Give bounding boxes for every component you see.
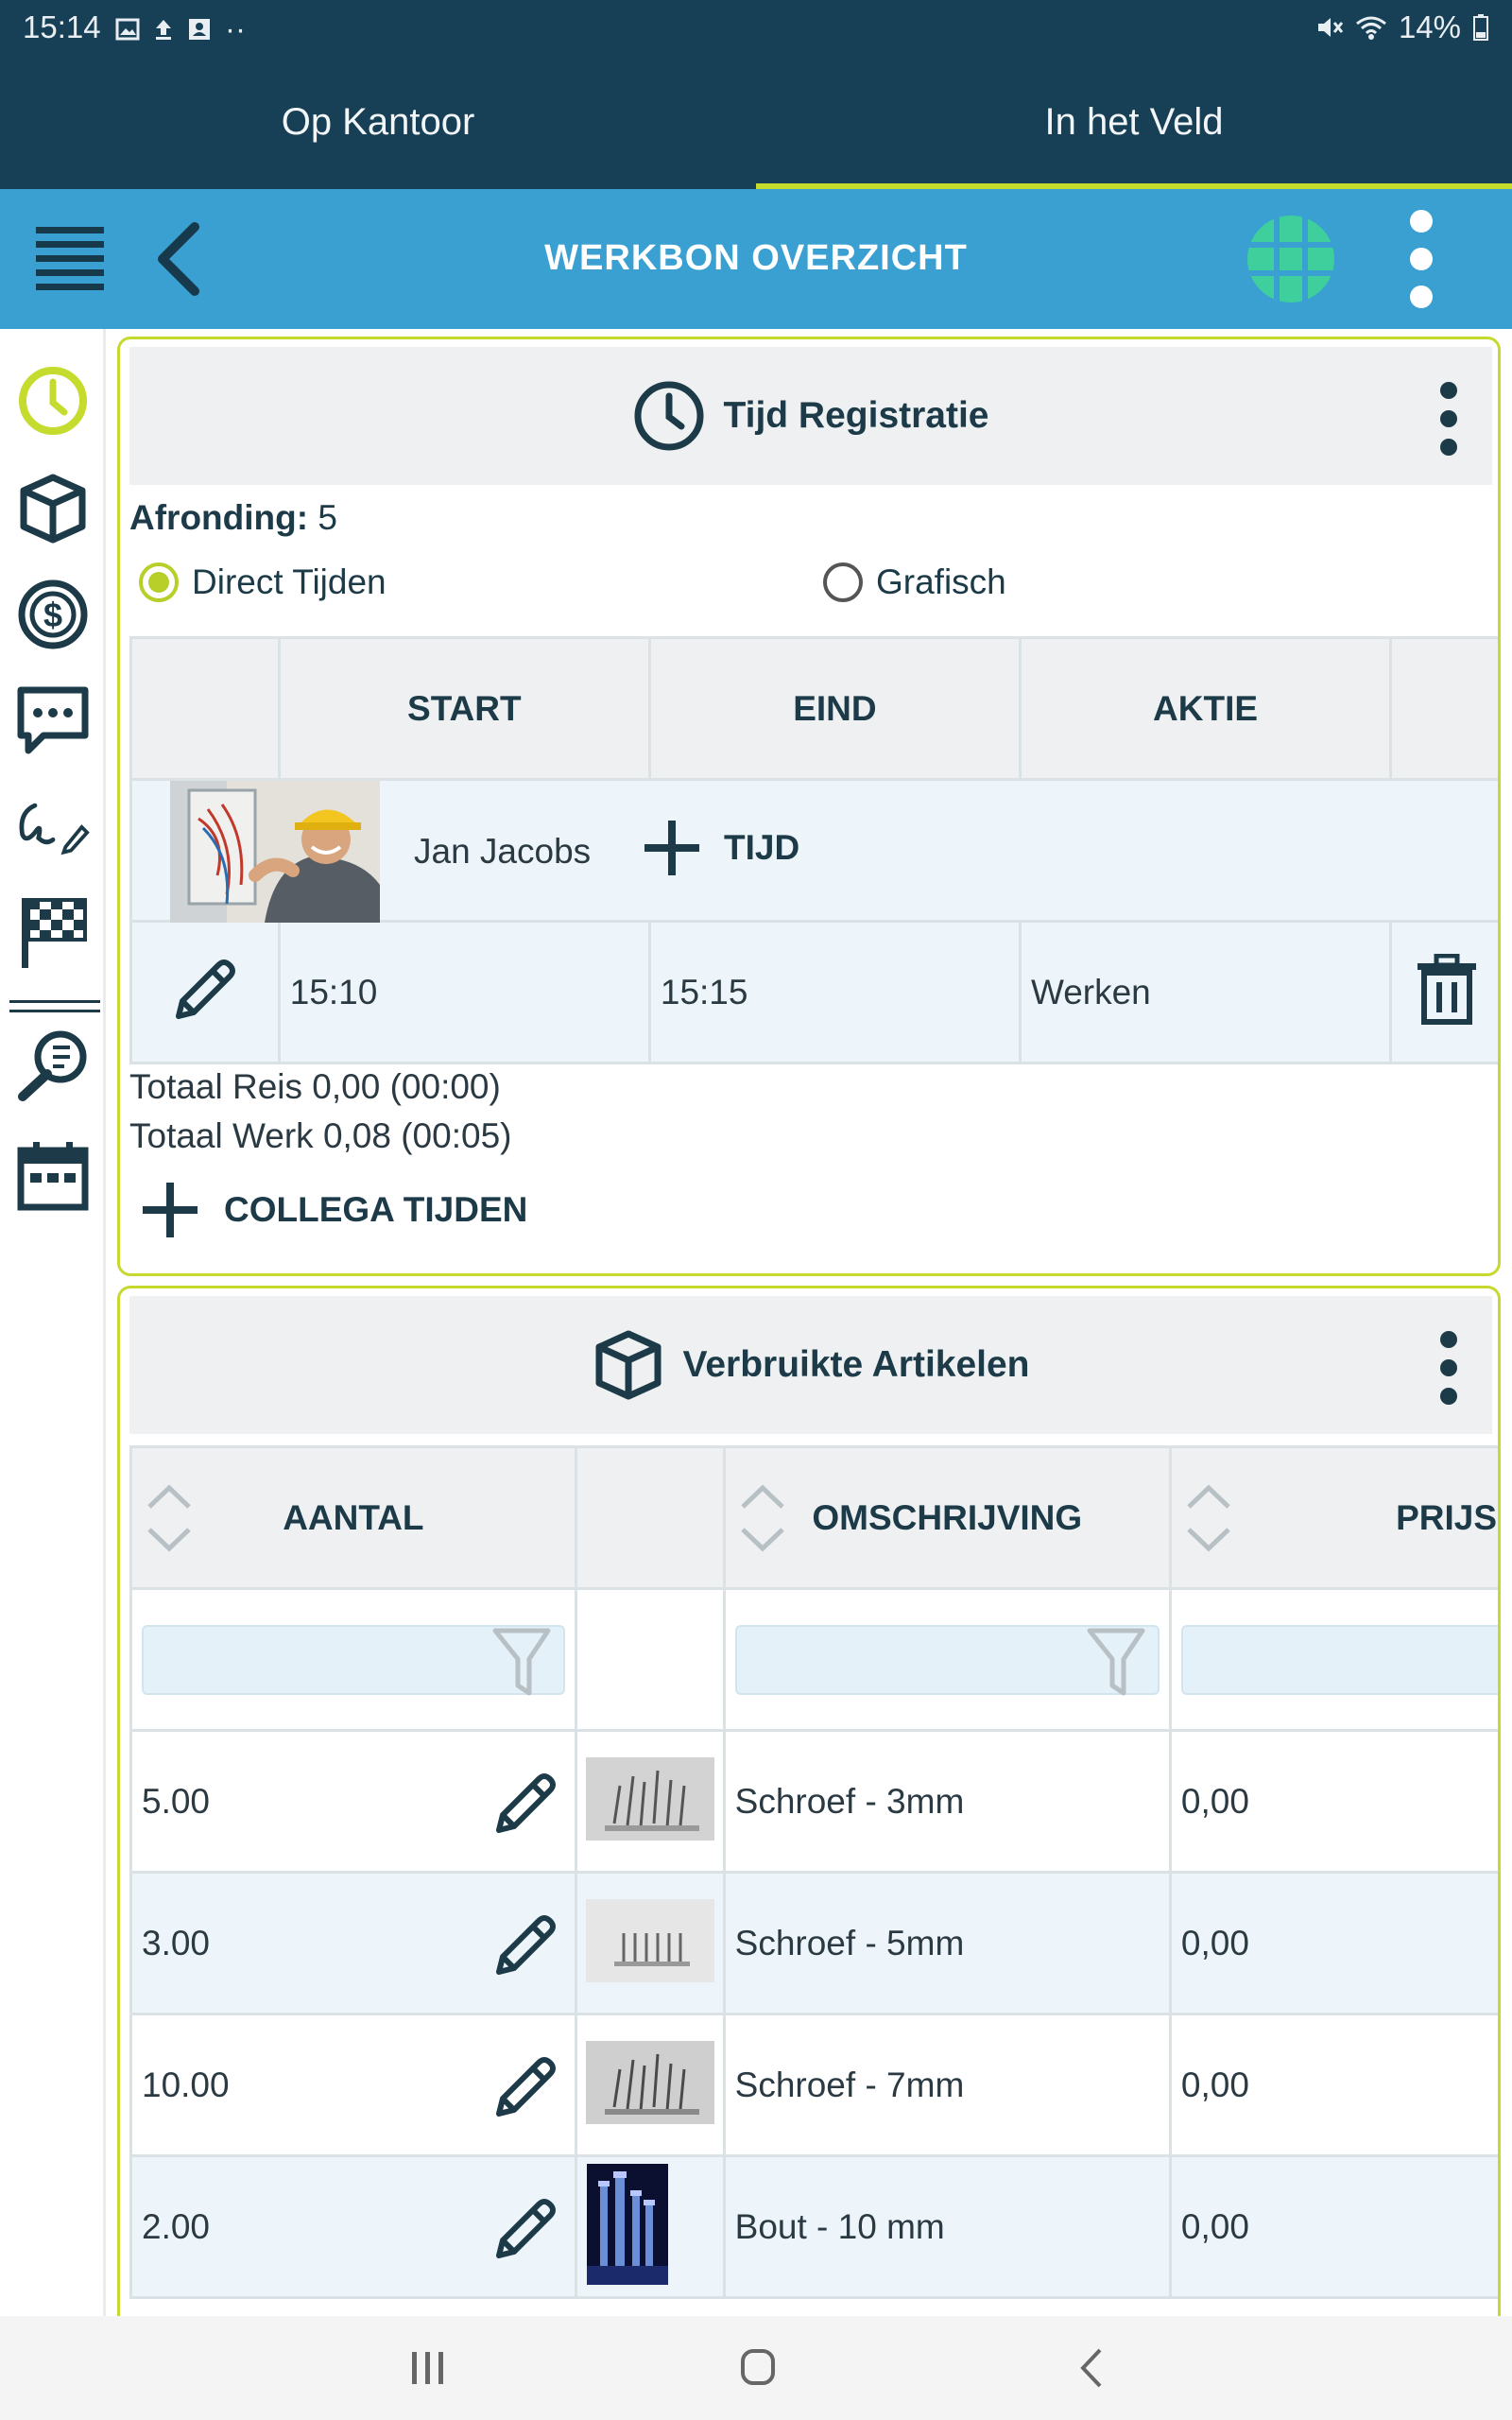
finish-flag-icon — [16, 894, 90, 970]
screws-image — [586, 1899, 714, 1982]
table-row[interactable] — [131, 2156, 1502, 2298]
header-aantal-label: AANTAL — [283, 1497, 424, 1537]
totaal-werk: Totaal Werk 0,08 (00:05) — [129, 1116, 512, 1155]
status-bar — [0, 0, 1512, 55]
rail-costs[interactable] — [15, 577, 91, 652]
radio-direct-tijden[interactable] — [139, 562, 387, 602]
rail-finish[interactable] — [15, 894, 91, 970]
rail-signature[interactable] — [15, 788, 91, 864]
chat-icon — [15, 684, 91, 756]
header-prijs-label: PRIJS — [1396, 1497, 1497, 1537]
bolts-image — [587, 2164, 668, 2285]
person-name: Jan Jacobs — [414, 832, 592, 871]
table-row[interactable] — [131, 1873, 1502, 2014]
table-row[interactable] — [131, 1731, 1502, 1873]
header-empty — [131, 638, 280, 780]
omschrijving-value: Bout - 10 mm — [724, 2156, 1170, 2298]
header-aantal[interactable] — [131, 1447, 576, 1589]
notification-icons — [115, 11, 246, 47]
product-image-cell — [576, 1873, 724, 2014]
pencil-icon[interactable] — [490, 1910, 561, 1981]
artikelen-card — [117, 1286, 1501, 2363]
time-aktie: Werken — [1020, 922, 1390, 1063]
battery-icon — [1472, 13, 1489, 42]
card-header — [129, 1296, 1492, 1434]
person-photo — [170, 781, 380, 923]
more-vertical-icon[interactable] — [1400, 206, 1442, 312]
aantal-value: 2.00 — [142, 2206, 211, 2246]
rail-calendar[interactable] — [15, 1138, 91, 1214]
product-image-cell — [576, 2014, 724, 2156]
plus-icon — [643, 819, 701, 877]
pencil-icon[interactable] — [490, 2051, 561, 2123]
add-tijd-button[interactable] — [643, 819, 799, 877]
filter-aantal-cell — [131, 1589, 576, 1731]
back-icon[interactable] — [1064, 2344, 1121, 2392]
top-tabs — [0, 55, 1512, 189]
card-title: Verbruikte Artikelen — [682, 1344, 1030, 1385]
afronding-label: Afronding: — [129, 498, 309, 537]
header-omschrijving-label: OMSCHRIJVING — [812, 1497, 1083, 1537]
dollar-icon — [16, 578, 90, 651]
screws-image — [586, 1757, 714, 1841]
prijs-value: 0,00 — [1170, 1873, 1501, 2014]
collega-tijden-label: COLLEGA TIJDEN — [224, 1190, 528, 1229]
filter-prijs-cell — [1170, 1589, 1501, 1731]
page-title: WERKBON OVERZICHT — [544, 238, 968, 278]
system-nav-bar — [0, 2316, 1512, 2420]
radio-label: Grafisch — [876, 562, 1006, 601]
tijd-registratie-card — [117, 337, 1501, 1276]
table-row[interactable] — [131, 2014, 1502, 2156]
rail-messages[interactable] — [15, 683, 91, 758]
view-mode-radios — [139, 559, 1490, 615]
cube-icon — [16, 472, 90, 545]
rail-divider — [9, 1010, 100, 1012]
more-notifications-icon: ·· — [225, 11, 246, 46]
totaal-reis: Totaal Reis 0,00 (00:00) — [129, 1067, 501, 1106]
radio-selected-icon — [139, 562, 179, 602]
home-icon[interactable] — [730, 2344, 786, 2392]
omschrijving-value: Schroef - 5mm — [724, 1873, 1170, 2014]
add-tijd-label: TIJD — [724, 828, 800, 867]
cube-icon — [592, 1328, 665, 1402]
clock-icon — [632, 379, 706, 453]
clock-icon — [17, 365, 89, 437]
filter-icon — [491, 1627, 552, 1697]
pencil-icon[interactable] — [490, 2193, 561, 2265]
pencil-icon[interactable] — [490, 1768, 561, 1840]
artikelen-table — [129, 1445, 1501, 2299]
afronding — [129, 498, 337, 538]
sort-icon — [1185, 1480, 1232, 1556]
sort-icon — [739, 1480, 786, 1556]
time-eind: 15:15 — [649, 922, 1020, 1063]
edit-time-cell[interactable] — [131, 922, 280, 1063]
calendar-icon — [16, 1139, 90, 1213]
header-omschrijving[interactable] — [724, 1447, 1170, 1589]
header-prijs[interactable] — [1170, 1447, 1501, 1589]
more-vertical-icon[interactable] — [1437, 381, 1460, 457]
tab-in-het-veld[interactable] — [756, 55, 1512, 189]
aantal-cell — [131, 2156, 576, 2298]
pencil-icon — [169, 954, 241, 1026]
tab-label: In het Veld — [1044, 100, 1224, 143]
card-header — [129, 347, 1492, 485]
status-time: 15:14 — [23, 9, 101, 44]
aantal-value: 3.00 — [142, 1923, 211, 1962]
prijs-value: 0,00 — [1170, 1731, 1501, 1873]
search-document-icon — [15, 1027, 91, 1102]
plus-icon — [141, 1181, 199, 1239]
wifi-icon — [1355, 14, 1387, 41]
header-image — [576, 1447, 724, 1589]
prijs-value: 0,00 — [1170, 2156, 1501, 2298]
trash-icon — [1416, 954, 1478, 1026]
time-start: 15:10 — [279, 922, 649, 1063]
aantal-value: 10.00 — [142, 2065, 230, 2104]
filter-omschrijving-input[interactable] — [735, 1625, 1160, 1695]
prijs-value: 0,00 — [1170, 2014, 1501, 2156]
contact-icon — [187, 17, 212, 42]
app-bar — [0, 189, 1512, 329]
card-title: Tijd Registratie — [723, 395, 989, 436]
afronding-value: 5 — [318, 498, 337, 537]
tijd-table — [129, 636, 1501, 1064]
radio-unselected-icon — [823, 562, 863, 602]
grid-icon[interactable] — [1246, 214, 1336, 304]
delete-time-cell[interactable] — [1391, 922, 1501, 1063]
filter-prijs-input[interactable] — [1181, 1625, 1501, 1695]
screws-image — [586, 2041, 714, 2124]
omschrijving-value: Schroef - 3mm — [724, 1731, 1170, 1873]
recent-apps-icon[interactable] — [399, 2344, 455, 2392]
signature-icon — [15, 793, 91, 859]
radio-label: Direct Tijden — [192, 562, 387, 601]
rail-clock[interactable] — [15, 363, 91, 439]
filter-omschrijving-cell — [724, 1589, 1170, 1731]
upload-icon — [153, 17, 174, 42]
product-image-cell — [576, 2156, 724, 2298]
radio-grafisch[interactable] — [823, 562, 1006, 602]
aantal-value: 5.00 — [142, 1781, 211, 1821]
rail-search-document[interactable] — [15, 1027, 91, 1102]
tab-label: Op Kantoor — [281, 100, 475, 143]
sort-icon — [146, 1480, 193, 1556]
filter-empty — [576, 1589, 724, 1731]
collega-tijden-button[interactable] — [141, 1181, 527, 1239]
more-vertical-icon[interactable] — [1437, 1330, 1460, 1406]
aantal-cell — [131, 2014, 576, 2156]
header-empty — [1391, 638, 1501, 780]
aantal-cell — [131, 1873, 576, 2014]
mute-icon — [1315, 14, 1344, 41]
omschrijving-value: Schroef - 7mm — [724, 2014, 1170, 2156]
product-image-cell — [576, 1731, 724, 1873]
rail-articles[interactable] — [15, 471, 91, 546]
filter-icon — [1086, 1627, 1146, 1697]
tab-op-kantoor[interactable] — [0, 55, 756, 189]
side-rail — [0, 329, 106, 2316]
svg-text:$: $ — [43, 596, 63, 634]
header-aktie: AKTIE — [1020, 638, 1390, 780]
image-icon — [115, 17, 140, 42]
filter-aantal-input[interactable] — [142, 1625, 565, 1695]
header-start: START — [279, 638, 649, 780]
rail-divider — [9, 1000, 100, 1003]
battery-percent: 14% — [1398, 9, 1461, 44]
aantal-cell — [131, 1731, 576, 1873]
person-row — [131, 780, 1502, 922]
header-eind: EIND — [649, 638, 1020, 780]
